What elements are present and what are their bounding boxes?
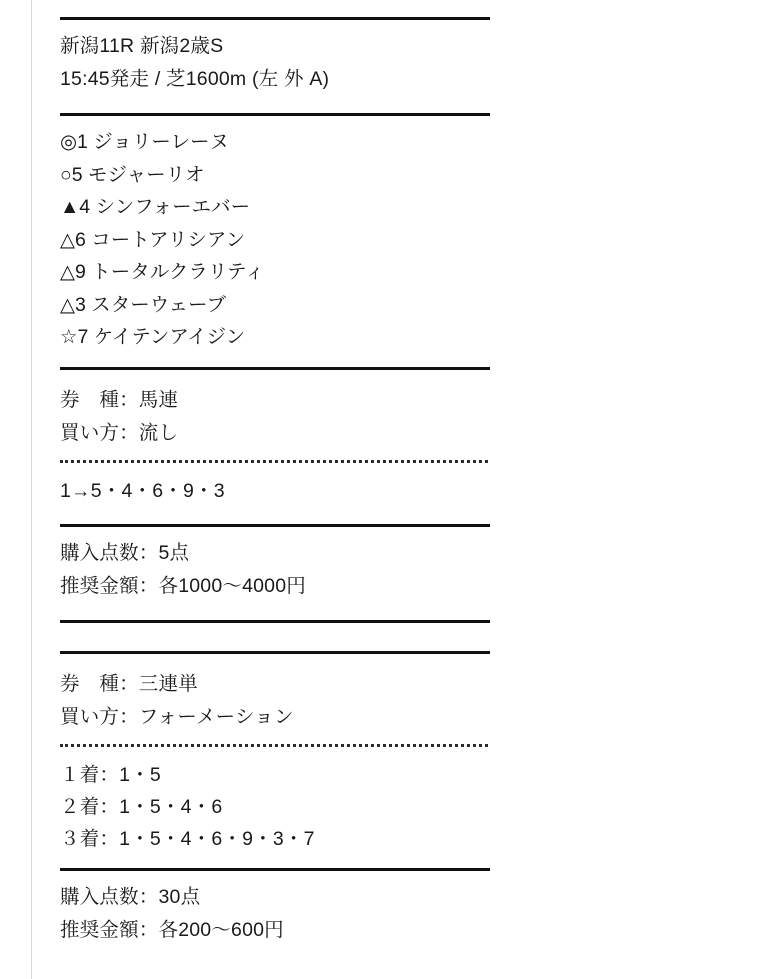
divider-top — [60, 17, 490, 20]
combination-line: ２着：1・5・4・6 — [60, 795, 223, 818]
dotted-divider-1 — [60, 460, 488, 463]
divider-after-race-header — [60, 113, 490, 116]
list-item: ▲4 シンフォーエバー — [60, 196, 251, 218]
prediction-document — [32, 0, 765, 979]
ticket-type-2: 券 種：三連単 — [60, 672, 198, 695]
bet-summary-1 — [60, 537, 490, 603]
left-margin-rail — [0, 0, 32, 979]
divider-end-section-1 — [60, 620, 490, 623]
list-item: △9 トータルクラリティ — [60, 261, 265, 283]
combination-1 — [60, 475, 490, 507]
spacer — [60, 855, 490, 859]
combination-line: 1→5・4・6・9・3 — [60, 479, 225, 502]
race-conditions: 15:45発走 / 芝1600m (左 外 A) — [60, 68, 330, 90]
race-title: 新潟11R 新潟2歳S — [60, 35, 224, 57]
bet-method-2: 買い方：フォーメーション — [60, 705, 294, 728]
dotted-divider-2 — [60, 744, 488, 747]
bet-section-1 — [60, 380, 490, 507]
spacer — [60, 354, 490, 358]
spacer — [60, 96, 490, 104]
points-2: 購入点数：30点 — [60, 885, 201, 908]
document-sheet — [60, 0, 490, 947]
spacer — [60, 633, 490, 645]
pick-list — [60, 126, 490, 354]
bet-section-2 — [60, 664, 490, 855]
list-item: △6 コートアリシアン — [60, 228, 246, 251]
spacer — [60, 507, 490, 515]
ticket-type-1: 券 種：馬連 — [60, 388, 179, 411]
combination-line: ３着：1・5・4・6・9・3・7 — [60, 827, 315, 850]
list-item: ◎1 ジョリーレーヌ — [60, 131, 229, 153]
combination-line: １着：1・5 — [60, 763, 161, 786]
bet-method-1: 買い方：流し — [60, 421, 179, 444]
spacer — [60, 603, 490, 611]
divider-start-section-2 — [60, 651, 490, 654]
combination-2 — [60, 759, 490, 855]
race-header — [60, 30, 490, 96]
amount-2: 推奨金額：各200〜600円 — [60, 918, 284, 941]
divider-after-combination-2 — [60, 868, 490, 871]
bet-summary-2 — [60, 881, 490, 947]
divider-after-picks — [60, 367, 490, 370]
divider-after-combination-1 — [60, 524, 490, 527]
list-item: ○5 モジャーリオ — [60, 163, 205, 186]
amount-1: 推奨金額：各1000〜4000円 — [60, 574, 306, 597]
points-1: 購入点数：5点 — [60, 541, 190, 564]
list-item: ☆7 ケイテンアイジン — [60, 326, 246, 348]
list-item: △3 スターウェーブ — [60, 293, 227, 316]
